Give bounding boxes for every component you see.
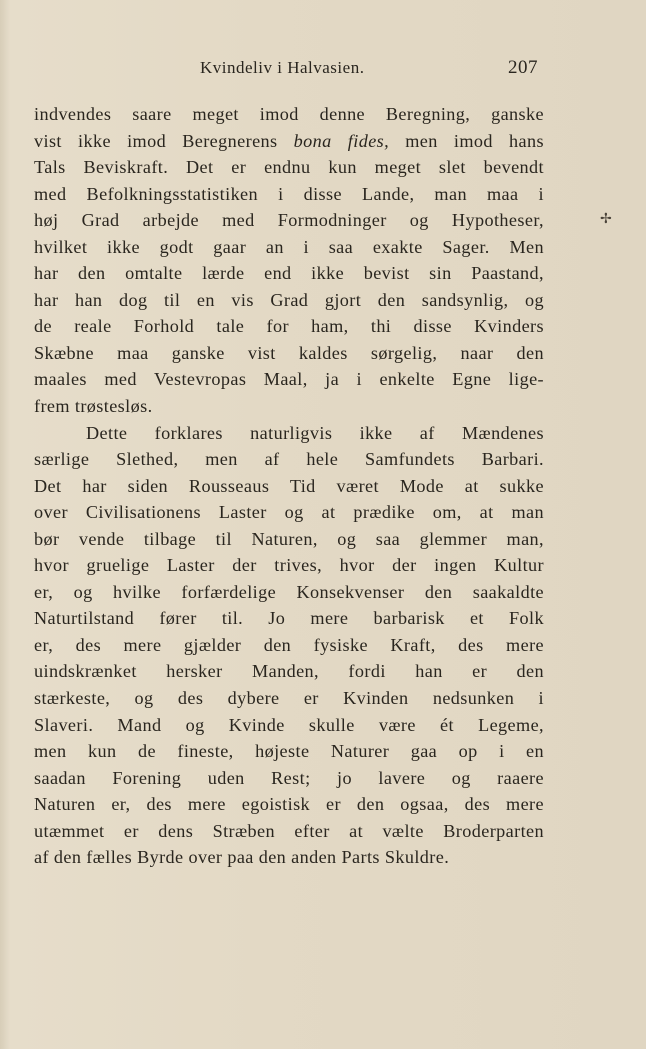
text-line: Skæbne maa ganske vist kaldes sørgelig, naar den <box>34 342 544 363</box>
text-line: stærkeste, og des dybere er Kvinden nedsunken i <box>34 688 544 709</box>
page-header <box>0 0 646 100</box>
text-line: over Civilisationens Laster og at prædike om, at man <box>34 502 544 523</box>
text-line: frem trøstesløs. <box>34 396 153 417</box>
paragraph-2 <box>34 420 544 871</box>
text-line: har han dog til en vis Grad gjort den sandsynlig, og <box>34 289 544 310</box>
text-line: særlige Slethed, men af hele Samfundets Barbari. <box>34 449 544 470</box>
text-line: saadan Forening uden Rest; jo lavere og raaere <box>34 767 544 788</box>
text-line: indvendes saare meget imod denne Beregning, ganske <box>34 104 544 124</box>
running-title: Kvindeliv i Halvasien. <box>200 58 365 77</box>
text-line: vist ikke imod Beregnerens bona fides, men imod hans <box>34 130 544 151</box>
text-line: hvor gruelige Laster der trives, hvor der ingen Kultur <box>34 555 544 576</box>
text-line: høj Grad arbejde med Formodninger og Hypotheser, <box>34 210 544 231</box>
text-line: Slaveri. Mand og Kvinde skulle være ét Legeme, <box>34 714 544 735</box>
text-line: har den omtalte lærde end ikke bevist sin Paastand, <box>34 263 544 284</box>
body-text <box>34 101 544 871</box>
text-line: Naturtilstand fører til. Jo mere barbarisk et Folk <box>34 608 544 629</box>
page-number: 207 <box>508 57 538 78</box>
text-line: de reale Forhold tale for ham, thi disse Kvinders <box>34 316 544 337</box>
text-line: Dette forklares naturligvis ikke af Mændenes <box>86 422 544 443</box>
text-line: hvilket ikke godt gaar an i saa exakte Sager. Men <box>34 236 544 257</box>
text-line: af den fælles Byrde over paa den anden Parts Skuldre. <box>34 847 450 868</box>
text-line: uindskrænket hersker Manden, fordi han er den <box>34 661 544 682</box>
margin-mark: ✢ <box>600 211 612 227</box>
text-line: Naturen er, des mere egoistisk er den ogsaa, des mere <box>34 794 544 815</box>
italic-phrase: bona fides, <box>293 130 390 151</box>
text-line: men kun de fineste, højeste Naturer gaa op i en <box>34 741 544 762</box>
text-line: er, des mere gjælder den fysiske Kraft, des mere <box>34 634 544 655</box>
text-line: bør vende tilbage til Naturen, og saa glemmer man, <box>34 528 544 549</box>
text-line: Tals Beviskraft. Det er endnu kun meget slet bevendt <box>34 157 544 178</box>
paragraph-1 <box>34 101 544 420</box>
text-line: utæmmet er dens Stræben efter at vælte Broderparten <box>34 820 544 841</box>
text-line: Det har siden Rousseaus Tid været Mode at sukke <box>34 475 544 496</box>
text-line: med Befolkningsstatistiken i disse Lande, man maa i <box>34 183 544 204</box>
text-line: er, og hvilke forfærdelige Konsekvenser den saakaldte <box>34 581 544 602</box>
text-line: maales med Vestevropas Maal, ja i enkelte Egne lige- <box>34 369 544 390</box>
